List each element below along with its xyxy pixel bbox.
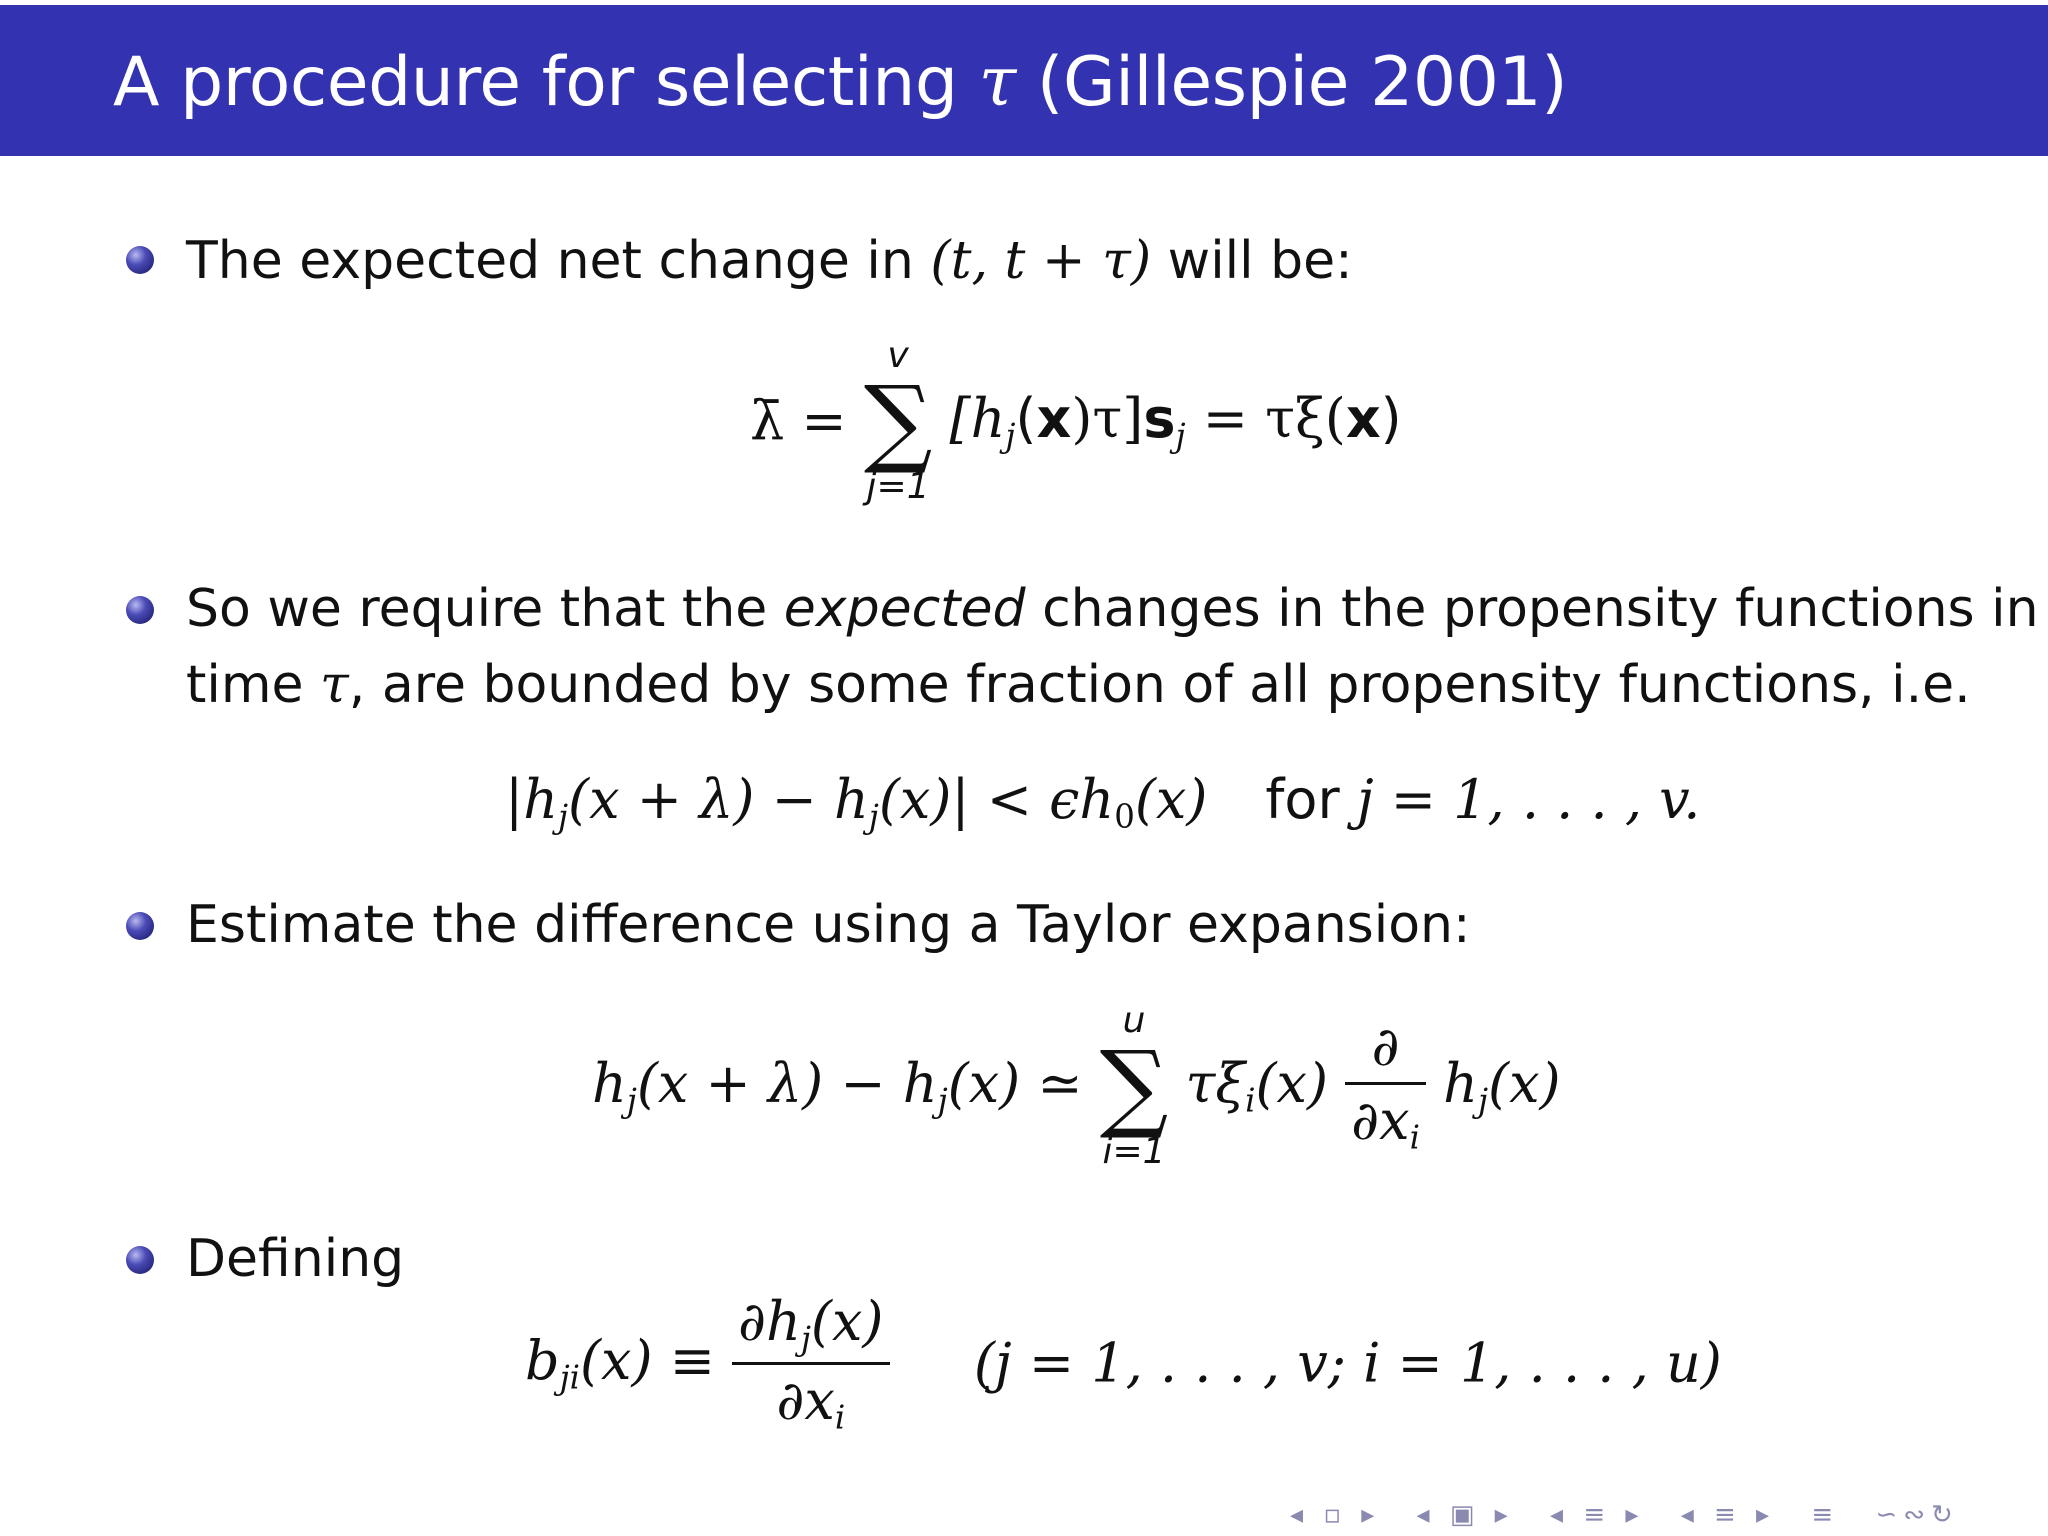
eq1-sum-upper: v	[887, 335, 909, 376]
eq3-sum-upper: u	[1122, 1000, 1146, 1041]
eq4-frac-den	[732, 1365, 889, 1437]
bullet-2-line1-b: changes in the propensity functions in	[1025, 579, 2039, 639]
eq1-s-sub: j	[1175, 416, 1186, 455]
bullet-2-line2-b: , are bounded by some fraction of all propensity functions, i.e.	[348, 655, 1971, 715]
eq1-x: x	[1036, 387, 1072, 451]
eq4-frac-num	[732, 1290, 889, 1365]
title-text-suffix: (Gillespie 2001)	[1015, 43, 1568, 122]
title-tau-symbol: τ	[978, 43, 1016, 122]
eq3-fraction	[1345, 1015, 1426, 1157]
slide-title	[113, 43, 1567, 122]
bullet-1-text	[186, 222, 1353, 300]
bullet-3-text: Estimate the difference using a Taylor expansion:	[186, 895, 1471, 955]
eq3-h: h	[592, 1052, 627, 1116]
eq4-b-sub: ji	[559, 1359, 580, 1398]
eq2-part-d: (x)	[1134, 768, 1208, 831]
eq3-summation	[1100, 1000, 1169, 1172]
eq2-part-b: (x + λ) − h	[568, 768, 869, 831]
eq1-lhs: λ̄ =	[750, 389, 864, 453]
eq3-frac-num: ∂	[1345, 1015, 1426, 1085]
summation-sigma: ∑	[1099, 1030, 1169, 1142]
eq3-frac-den	[1345, 1085, 1426, 1157]
eq4-frac-den-sub: i	[834, 1398, 846, 1437]
eq4-frac-num-b: (x)	[810, 1290, 884, 1353]
bullet-2-tau: τ	[320, 655, 349, 715]
title-text-prefix: A procedure for selecting	[113, 43, 979, 122]
equation-b-definition	[525, 1290, 1722, 1436]
nav-toc-icon[interactable]: ≡	[1811, 1500, 1840, 1530]
eq1-body-h: [h	[949, 387, 1006, 451]
bullet-2-line-1	[186, 570, 2039, 648]
eq4-fraction	[732, 1290, 889, 1436]
eq3-sub4: j	[1477, 1081, 1488, 1120]
eq2-sub2: j	[868, 797, 879, 836]
eq4-frac-den-text: ∂x	[776, 1368, 835, 1432]
eq1-tau: )τ]	[1071, 387, 1144, 451]
eq2-part-a: |h	[505, 768, 558, 831]
eq3-sub1: j	[626, 1081, 637, 1120]
bullet-marker-4	[126, 1246, 154, 1274]
eq3-tail	[1443, 1052, 1561, 1120]
equation-taylor-expansion	[592, 1000, 1561, 1172]
eq3-sub2: j	[937, 1081, 948, 1120]
eq3-part-b: (x + λ) − h	[636, 1052, 938, 1116]
equation-expected-change	[750, 335, 1402, 507]
eq4-b: b	[525, 1329, 560, 1393]
eq2-sub1: j	[557, 797, 569, 836]
slide-title-bar	[0, 5, 2048, 156]
equation-bound-condition	[505, 768, 1700, 836]
eq3-x2: (x)	[1488, 1052, 1561, 1116]
bullet-4-text: Defining	[186, 1229, 405, 1289]
bullet-1-text-b: will be:	[1151, 231, 1353, 291]
bullet-1-text-a: The expected net change in	[186, 231, 931, 291]
eq4-frac-num-a: ∂h	[738, 1290, 801, 1353]
eq4-frac-num-sub: j	[800, 1319, 811, 1358]
eq3-sub3: i	[1245, 1081, 1256, 1120]
eq2-range: j = 1, . . . , v.	[1356, 768, 1701, 831]
nav-frame-icon[interactable]: ◂ ▫ ▸	[1290, 1500, 1381, 1530]
bullet-1-math: (t, t + τ)	[930, 231, 1152, 291]
eq3-lhs	[592, 1052, 1083, 1120]
nav-subsection-list-icon[interactable]: ◂ ≡ ▸	[1680, 1500, 1776, 1530]
summation-sigma: ∑	[863, 365, 933, 477]
eq1-close: )	[1380, 387, 1402, 451]
bullet-marker-3	[126, 912, 154, 940]
eq1-rhs: = τξ(	[1185, 387, 1346, 451]
eq1-sum-lower: j=1	[866, 466, 930, 507]
nav-section-icon[interactable]: ◂ ≡ ▸	[1550, 1500, 1645, 1530]
eq2-sub3: 0	[1114, 797, 1135, 836]
eq3-h2: h	[1443, 1052, 1478, 1116]
eq3-part-c: (x) ≃	[947, 1052, 1083, 1116]
bullet-2-line2-a: time	[186, 655, 321, 715]
eq3-term	[1185, 1052, 1329, 1120]
eq1-sub-j: j	[1005, 416, 1016, 455]
bullet-2-line1-a: So we require that the	[186, 579, 784, 639]
bullet-marker-2	[126, 596, 154, 624]
eq1-s: s	[1143, 387, 1176, 451]
beamer-navigation[interactable]	[1290, 1500, 1981, 1530]
nav-subsection-icon[interactable]: ◂ ▣ ▸	[1416, 1500, 1514, 1530]
eq3-x: (x)	[1255, 1052, 1329, 1116]
eq1-x2: x	[1345, 387, 1381, 451]
eq4-lhs-rest: (x) ≡	[579, 1329, 715, 1393]
bullet-2-line-2	[186, 646, 1971, 724]
nav-search-icon[interactable]: ∽∾↻	[1875, 1500, 1959, 1530]
eq3-frac-den-sub: i	[1409, 1118, 1420, 1157]
eq3-tau-xi: τξ	[1185, 1052, 1246, 1116]
eq1-body	[949, 387, 1402, 455]
eq3-frac-den-text: ∂x	[1351, 1089, 1410, 1153]
bullet-marker-1	[126, 246, 154, 274]
eq3-sum-lower: i=1	[1102, 1131, 1166, 1172]
bullet-2-emphasis: expected	[783, 579, 1026, 639]
eq1-paren: (	[1015, 387, 1037, 451]
eq2-part-c: (x)| < ϵh	[878, 768, 1115, 831]
eq2-for: for	[1265, 768, 1357, 831]
eq4-range: (j = 1, . . . , v; i = 1, . . . , u)	[973, 1331, 1722, 1395]
eq1-summation	[864, 335, 933, 507]
eq4-lhs	[525, 1329, 715, 1398]
